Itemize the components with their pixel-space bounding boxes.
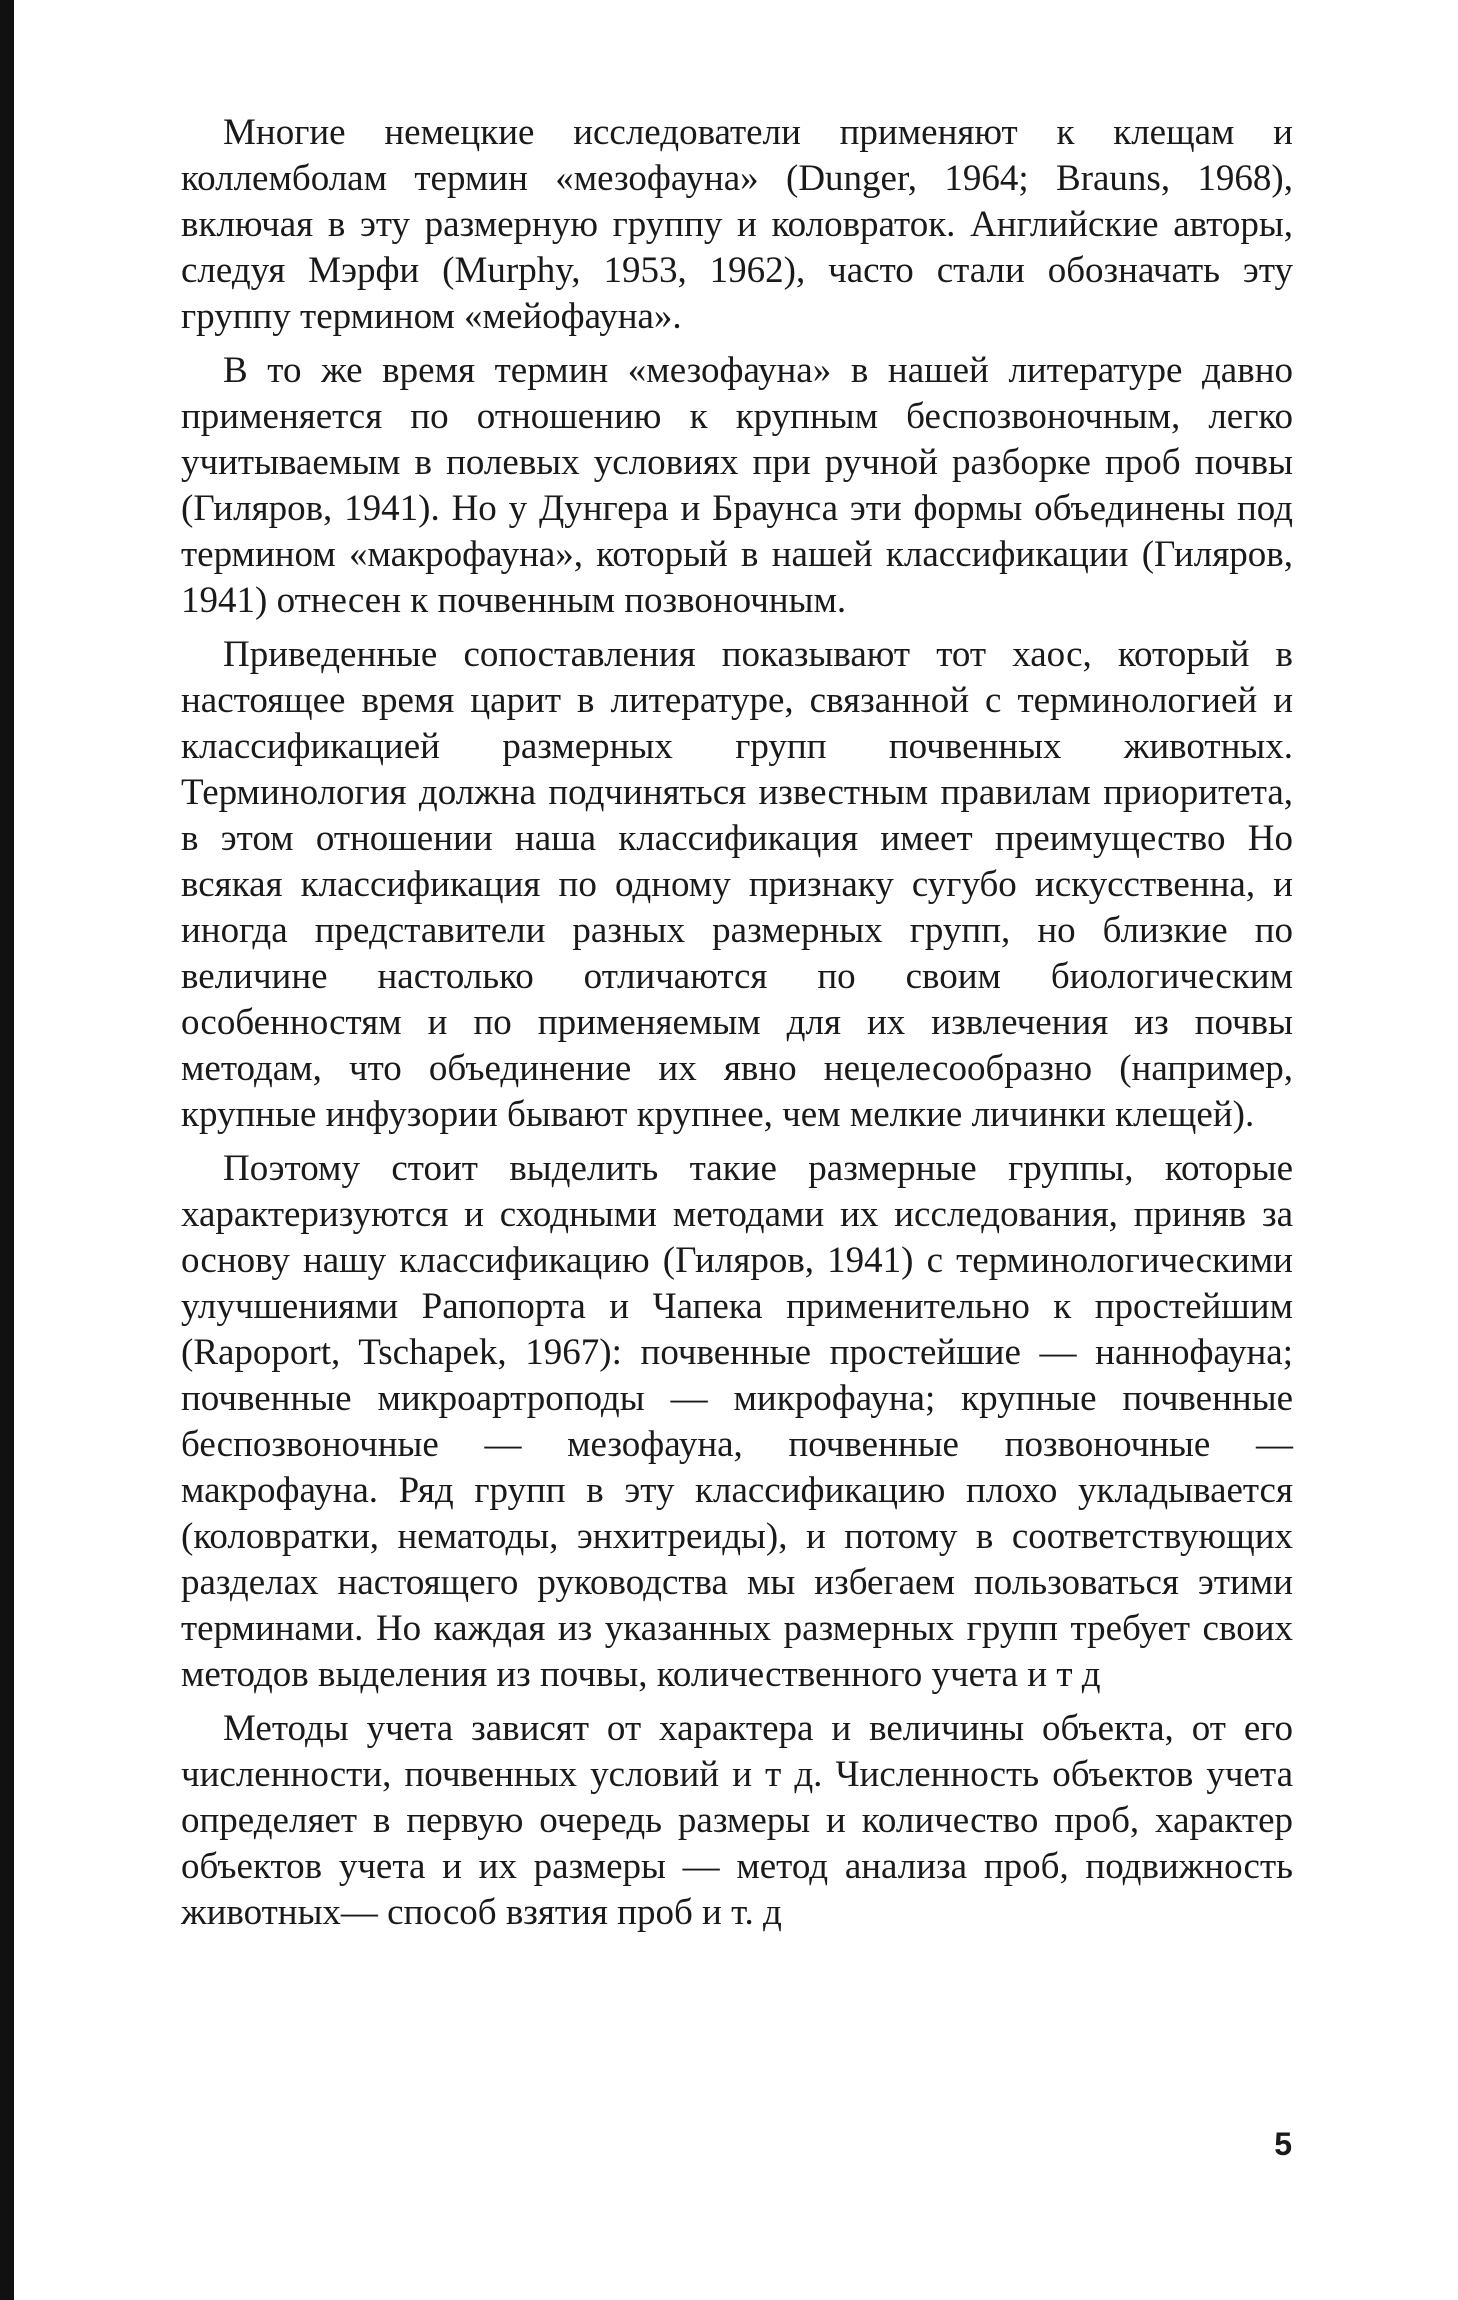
paragraph-5: Методы учета зависят от характера и величины объекта, от его численности, почвенных условий и т д. Численность объектов учета определяет в первую очередь размеры и количество проб, характер объектов учета и их размеры — метод анализа проб, подвижность животных— способ взятия проб и т. д (181, 1708, 1293, 1933)
binding-edge (0, 0, 14, 2300)
paragraph-4: Поэтому стоит выделить такие размерные группы, которые характеризуются и сходными методами их исследования, приняв за основу нашу классификацию (Гиляров, 1941) с терминологическими улучшениями Рапопорта и Чапека применительно к простейшим (Rapoport, Tschapek, 1967): почвенные простейшие — наннофауна; почвенные микроартроподы — микрофауна; крупные почвенные беспозвоночные — мезофауна, почвенные позвоночные — макрофауна. Ряд групп в эту классификацию плохо укладывается (коловратки, нематоды, энхитреиды), и потому в соответствующих разделах настоящего руководства мы избегаем пользоваться этими терминами. Но каждая из указанных размерных групп требует своих методов выделения из почвы, количественного учета и т д (181, 1148, 1293, 1695)
paragraph-1: Многие немецкие исследователи применяют к клещам и коллемболам термин «мезофауна» (Dunger, 1964; Brauns, 1968), включая в эту размерную группу и коловраток. Английские авторы, следуя Мэрфи (Murphy, 1953, 1962), часто стали обозначать эту группу термином «мейофауна». (181, 112, 1293, 337)
paragraph-2: В то же время термин «мезофауна» в нашей литературе давно применяется по отношению к крупным беспозвоночным, легко учитываемым в полевых условиях при ручной разборке проб почвы (Гиляров, 1941). Но у Дунгера и Браунса эти формы объединены под термином «макрофауна», который в нашей классификации (Гиляров, 1941) отнесен к почвенным позвоночным. (181, 350, 1293, 621)
paragraph-3: Приведенные сопоставления показывают тот хаос, который в настоящее время царит в литературе, связанной с терминологией и классификацией размерных групп почвенных животных. Терминология должна подчиняться известным правилам приоритета, в этом отношении наша классификация имеет преимущество Но всякая классификация по одному признаку сугубо искусственна, и иногда представители разных размерных групп, но близкие по величине настолько отличаются по своим биологическим особенностям и по применяемым для их извлечения из почвы методам, что объединение их явно нецелесообразно (например, крупные инфузории бывают крупнее, чем мелкие личинки клещей). (181, 634, 1293, 1135)
page-body (181, 110, 1293, 1944)
page-number: 5 (1274, 2126, 1292, 2162)
